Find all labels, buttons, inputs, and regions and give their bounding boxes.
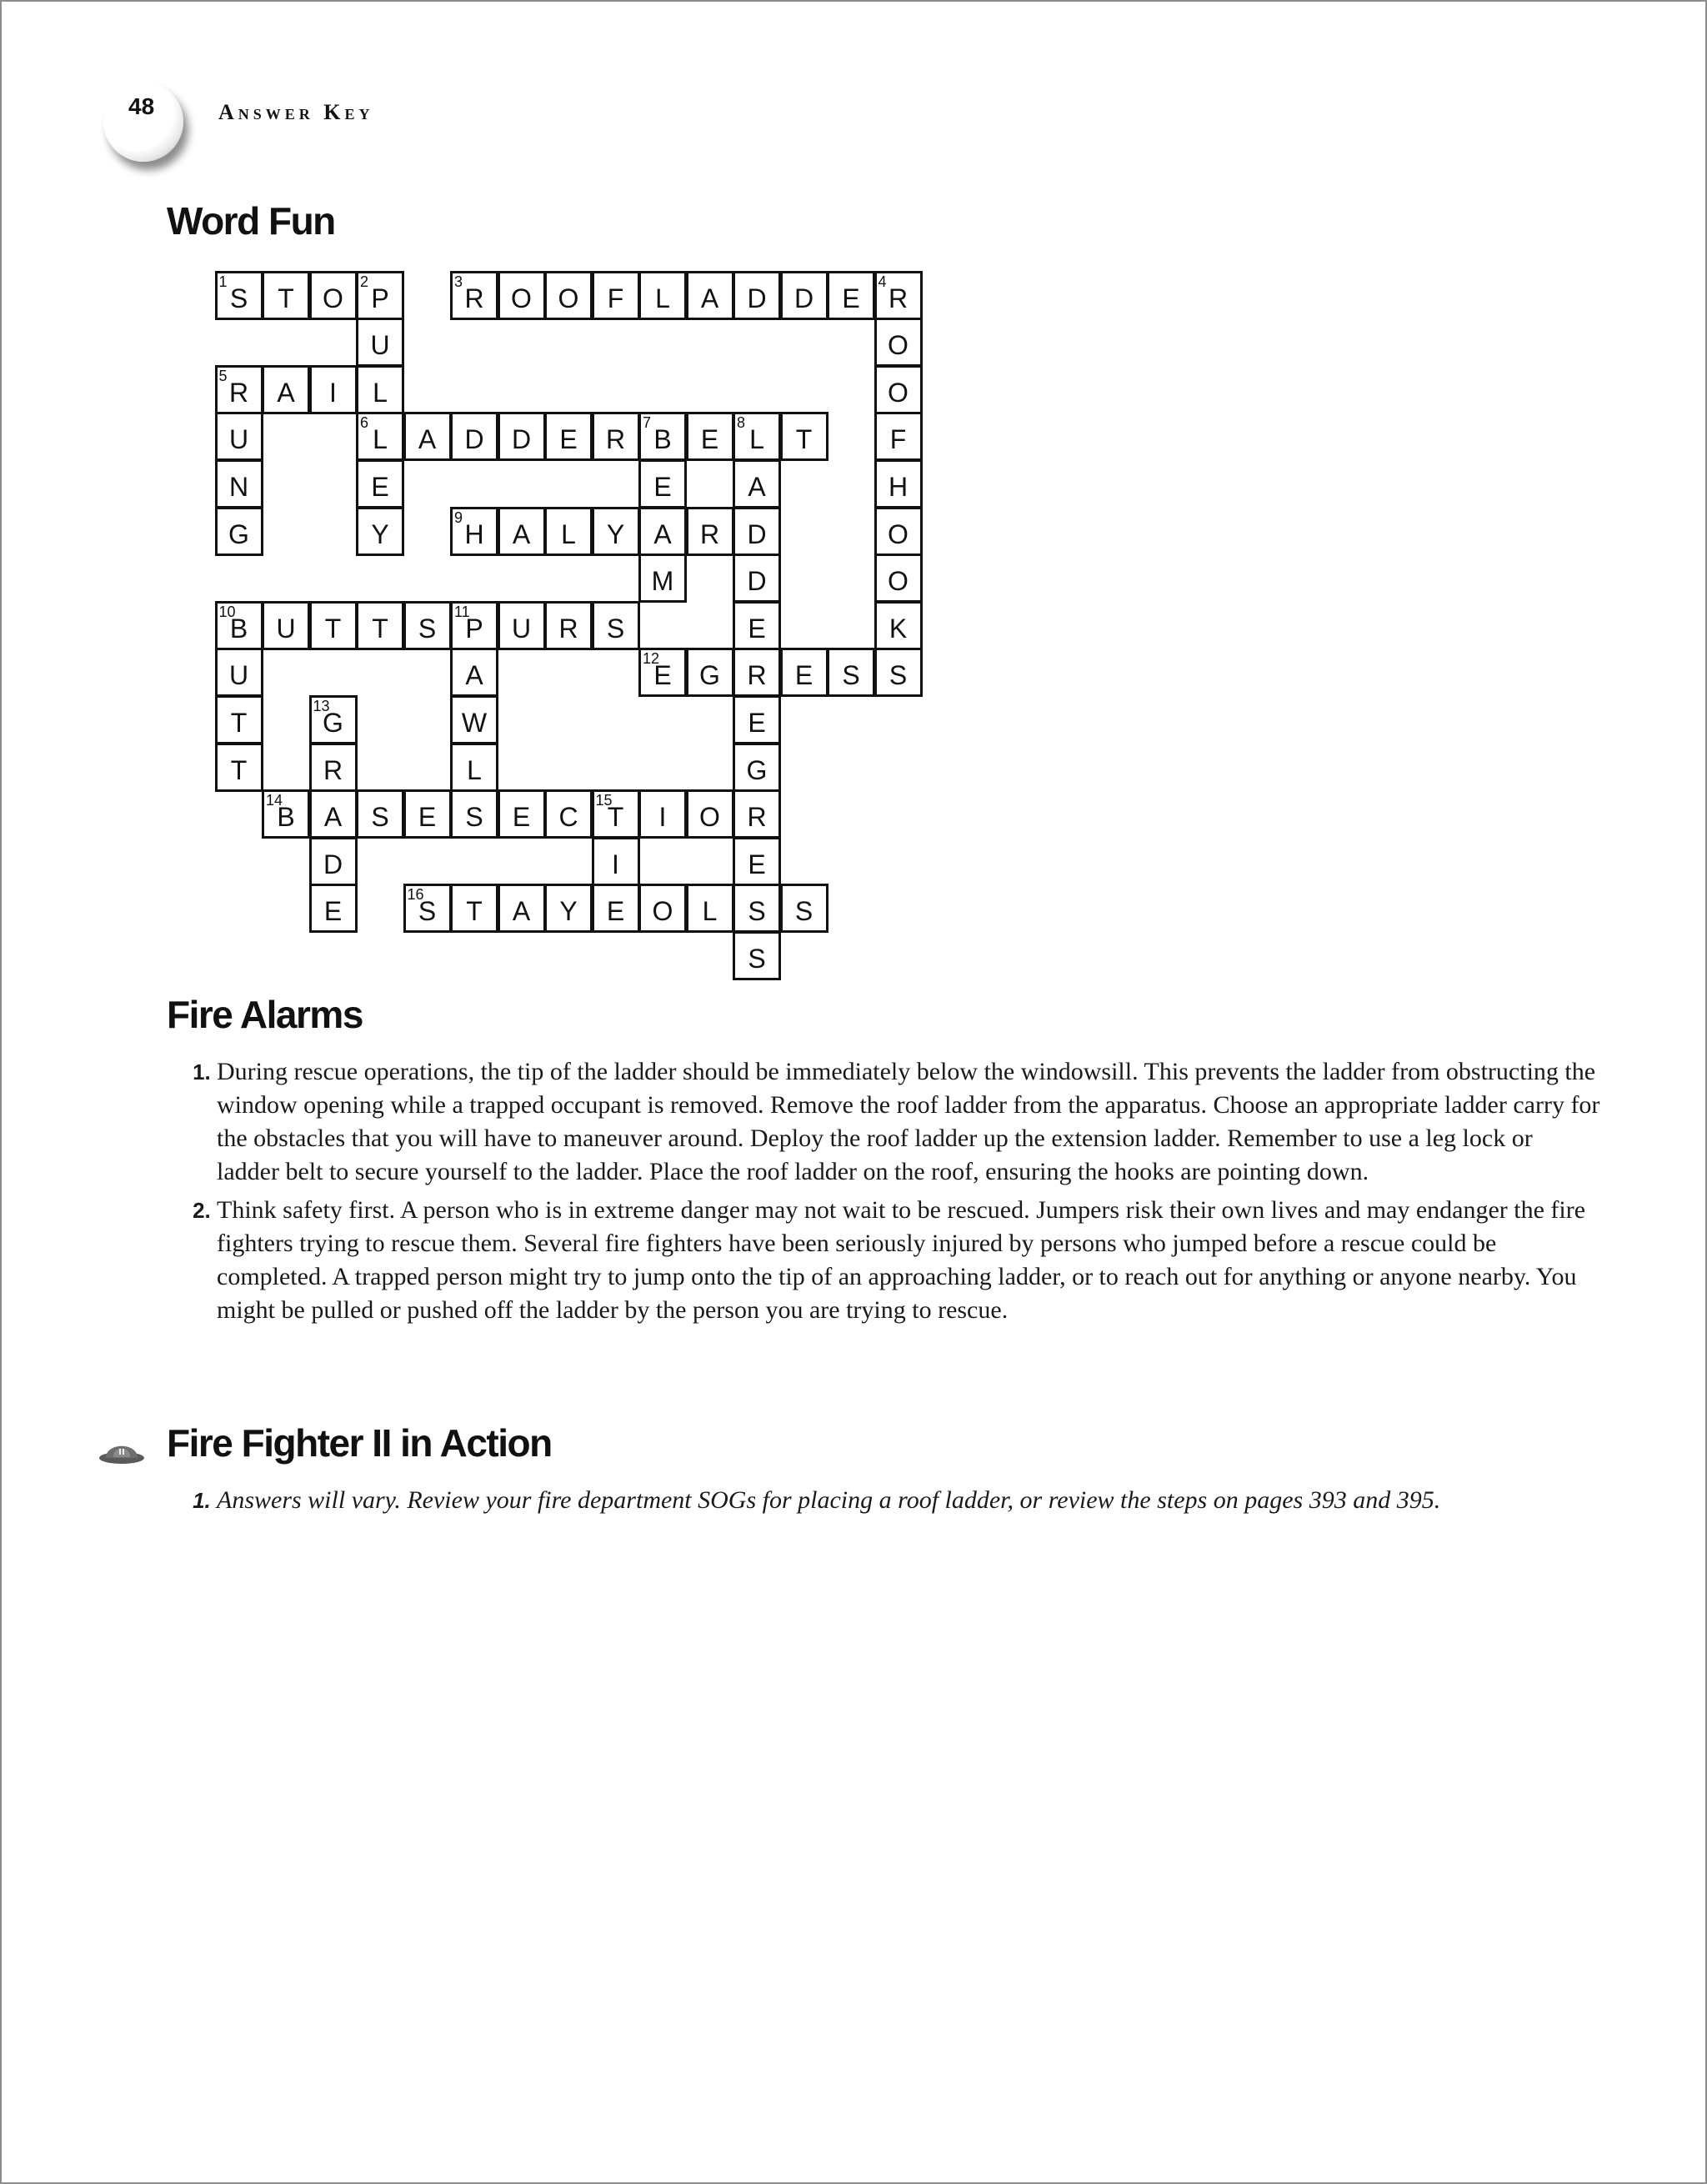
crossword-cell	[733, 601, 781, 650]
crossword-cell	[309, 365, 358, 414]
crossword-cell	[780, 648, 828, 697]
crossword-cell	[874, 601, 923, 650]
crossword-letter: S	[229, 283, 248, 313]
crossword-letter: P	[371, 283, 389, 313]
fire-alarms-answer-2: 2. Think safety first. A person who is in extreme danger may not wait to be rescued. Jumpers risk their own lives and may endanger the fire fighters trying to rescue them. Several fire fighters have been seriously injured by persons who jumped before a rescue could be completed. A trapped person might try to jump onto the tip of an approaching ladder, or to reach out for anything or anyone nearby. You might be pulled or pushed off the ladder by the person you are trying to rescue.	[217, 1194, 1600, 1327]
crossword-letter: A	[512, 896, 531, 927]
crossword-letter: S	[465, 802, 483, 833]
crossword-cell	[592, 884, 640, 933]
crossword-letter: M	[651, 566, 674, 597]
crossword-letter: Y	[371, 518, 389, 549]
crossword-letter: O	[888, 566, 909, 597]
crossword-letter: E	[748, 849, 766, 879]
crossword-cell	[215, 412, 263, 461]
crossword-letter: P	[465, 613, 483, 644]
crossword-clue-number: 5	[218, 367, 228, 384]
crossword-letter: D	[511, 424, 532, 455]
crossword-cell	[733, 412, 781, 461]
crossword-clue-number: 10	[218, 603, 236, 620]
crossword-cell	[544, 271, 593, 320]
crossword-clue-number: 1	[218, 273, 228, 290]
crossword-letter: R	[747, 660, 767, 691]
crossword-cell	[592, 837, 640, 886]
crossword-letter: S	[418, 896, 437, 927]
crossword-letter: I	[612, 849, 619, 879]
crossword-letter: R	[699, 518, 720, 549]
crossword-letter: E	[842, 283, 860, 313]
crossword-cell	[215, 507, 263, 556]
crossword-cell	[827, 271, 875, 320]
crossword-clue-number: 15	[595, 792, 613, 809]
crossword-letter: B	[229, 613, 248, 644]
crossword-cell	[733, 789, 781, 839]
crossword-cell	[638, 789, 687, 839]
crossword-cell	[498, 271, 546, 320]
crossword-cell	[356, 601, 404, 650]
crossword-clue-number: 12	[643, 650, 660, 668]
crossword-letter: G	[228, 518, 249, 549]
crossword-letter: E	[559, 424, 578, 455]
crossword-clue-number: 13	[313, 697, 330, 714]
crossword-cell	[638, 507, 687, 556]
crossword-cell	[733, 554, 781, 603]
crossword-cell	[733, 507, 781, 556]
crossword-letter: E	[606, 896, 625, 927]
crossword-letter: R	[558, 613, 578, 644]
crossword-clue-number: 6	[360, 414, 369, 432]
crossword-letter: A	[418, 424, 437, 455]
crossword-cell	[544, 412, 593, 461]
crossword-cell	[592, 789, 640, 839]
crossword-cell	[215, 271, 263, 320]
crossword-cell	[450, 884, 498, 933]
crossword-cell	[215, 743, 263, 792]
crossword-letter: O	[511, 283, 532, 313]
crossword-cell	[544, 601, 593, 650]
fire-helmet-icon	[98, 1435, 145, 1465]
crossword-cell	[686, 507, 734, 556]
crossword-letter: Y	[559, 896, 578, 927]
crossword-letter: U	[370, 330, 390, 361]
crossword-cell	[874, 507, 923, 556]
crossword-letter: L	[749, 424, 764, 455]
crossword-cell	[874, 365, 923, 414]
crossword-cell	[309, 884, 358, 933]
crossword-letter: I	[658, 802, 667, 833]
crossword-cell	[498, 507, 546, 556]
crossword-cell	[450, 271, 498, 320]
crossword-letter: E	[512, 802, 531, 833]
crossword-letter: D	[323, 849, 343, 879]
crossword-cell	[592, 412, 640, 461]
crossword-letter: S	[606, 613, 625, 644]
crossword-cell	[733, 884, 781, 933]
crossword-letter: O	[699, 802, 720, 833]
crossword-letter: N	[228, 471, 249, 502]
crossword-cell	[356, 365, 404, 414]
fire-fighter-ii-answer-1: 1. Answers will vary. Review your fire department SOGs for placing a roof ladder, or review the steps on pages 393 and 395.	[217, 1484, 1600, 1517]
crossword-letter: R	[228, 377, 249, 408]
crossword-letter: E	[700, 424, 719, 455]
crossword-cell	[356, 271, 404, 320]
crossword-letter: O	[888, 330, 909, 361]
crossword-letter: E	[323, 896, 343, 927]
crossword-letter: L	[702, 896, 718, 927]
crossword-cell	[686, 789, 734, 839]
crossword-cell	[498, 601, 546, 650]
crossword-letter: B	[653, 424, 672, 455]
crossword-letter: R	[464, 283, 484, 313]
crossword-cell	[450, 648, 498, 697]
crossword-cell	[309, 695, 358, 744]
fire-fighter-ii-list	[185, 1484, 1600, 1522]
crossword-cell	[874, 648, 923, 697]
crossword-letter: F	[889, 424, 907, 455]
crossword-letter: A	[465, 660, 483, 691]
crossword-cell	[733, 459, 781, 508]
crossword-letter: A	[323, 802, 343, 833]
crossword-cell	[403, 412, 452, 461]
crossword-letter: T	[466, 896, 483, 927]
crossword-letter: U	[228, 660, 249, 691]
crossword-letter: A	[700, 283, 719, 313]
crossword-cell	[215, 648, 263, 697]
crossword-cell	[686, 884, 734, 933]
crossword-cell	[356, 318, 404, 367]
crossword-letter: C	[558, 802, 578, 833]
crossword-cell	[309, 271, 358, 320]
crossword-letter: O	[888, 377, 909, 408]
crossword-letter: R	[888, 283, 909, 313]
crossword-letter: S	[418, 613, 437, 644]
crossword-letter: R	[605, 424, 626, 455]
crossword-cell	[780, 271, 828, 320]
crossword-letter: A	[748, 471, 766, 502]
crossword-letter: L	[467, 754, 482, 785]
crossword-cell	[450, 507, 498, 556]
crossword-grid	[216, 272, 929, 974]
crossword-cell	[780, 884, 828, 933]
crossword-letter: K	[889, 613, 908, 644]
crossword-cell	[403, 601, 452, 650]
crossword-letter: F	[607, 283, 624, 313]
crossword-cell	[498, 412, 546, 461]
fire-fighter-ii-title: Fire Fighter II in Action	[167, 1421, 552, 1465]
crossword-cell	[309, 743, 358, 792]
crossword-cell	[262, 365, 310, 414]
crossword-cell	[544, 884, 593, 933]
crossword-clue-number: 3	[454, 273, 463, 290]
crossword-clue-number: 4	[878, 273, 887, 290]
crossword-clue-number: 14	[266, 792, 283, 809]
crossword-cell	[309, 789, 358, 839]
crossword-cell	[544, 507, 593, 556]
crossword-letter: L	[373, 377, 388, 408]
crossword-cell	[403, 884, 452, 933]
crossword-cell	[733, 837, 781, 886]
crossword-cell	[638, 412, 687, 461]
crossword-cell	[874, 412, 923, 461]
crossword-cell	[450, 789, 498, 839]
crossword-letter: E	[748, 613, 766, 644]
crossword-clue-number: 16	[407, 886, 424, 904]
crossword-letter: T	[607, 802, 624, 833]
crossword-cell	[827, 648, 875, 697]
crossword-cell	[356, 789, 404, 839]
crossword-letter: L	[655, 283, 670, 313]
crossword-letter: A	[653, 518, 672, 549]
crossword-letter: T	[230, 707, 248, 738]
crossword-cell	[733, 743, 781, 792]
running-head: Answer Key	[218, 100, 374, 124]
crossword-cell	[309, 601, 358, 650]
crossword-cell	[450, 695, 498, 744]
crossword-letter: O	[558, 283, 579, 313]
crossword-letter: S	[748, 943, 766, 974]
crossword-cell	[733, 648, 781, 697]
crossword-letter: E	[418, 802, 437, 833]
crossword-letter: T	[324, 613, 342, 644]
crossword-letter: W	[461, 707, 488, 738]
crossword-letter: S	[889, 660, 908, 691]
crossword-letter: D	[464, 424, 484, 455]
crossword-letter: L	[561, 518, 576, 549]
crossword-letter: H	[464, 518, 484, 549]
crossword-cell	[733, 271, 781, 320]
crossword-letter: D	[747, 283, 767, 313]
crossword-letter: R	[323, 754, 343, 785]
crossword-cell	[356, 412, 404, 461]
crossword-letter: E	[653, 471, 672, 502]
crossword-letter: Y	[606, 518, 625, 549]
crossword-letter: R	[747, 802, 767, 833]
crossword-cell	[592, 271, 640, 320]
crossword-letter: E	[794, 660, 813, 691]
crossword-cell	[356, 507, 404, 556]
crossword-letter: B	[277, 802, 295, 833]
crossword-cell	[638, 459, 687, 508]
crossword-letter: U	[511, 613, 532, 644]
crossword-cell	[356, 459, 404, 508]
crossword-letter: I	[329, 377, 337, 408]
crossword-letter: S	[842, 660, 860, 691]
crossword-cell	[874, 271, 923, 320]
crossword-letter: O	[888, 518, 909, 549]
crossword-cell	[450, 412, 498, 461]
crossword-cell	[215, 695, 263, 744]
fire-alarms-title: Fire Alarms	[167, 993, 363, 1036]
crossword-cell	[215, 601, 263, 650]
word-fun-title: Word Fun	[167, 199, 335, 243]
crossword-clue-number: 9	[454, 508, 463, 526]
crossword-cell	[638, 554, 687, 603]
crossword-letter: A	[512, 518, 531, 549]
crossword-letter: D	[747, 518, 767, 549]
crossword-clue-number: 11	[454, 603, 470, 620]
crossword-cell	[215, 459, 263, 508]
fire-alarms-list	[185, 1055, 1600, 1332]
crossword-letter: E	[748, 707, 766, 738]
crossword-cell	[874, 459, 923, 508]
crossword-letter: A	[277, 377, 295, 408]
crossword-letter: U	[276, 613, 296, 644]
crossword-cell	[733, 931, 781, 980]
page-number: 48	[128, 93, 155, 119]
crossword-letter: G	[699, 660, 720, 691]
crossword-cell	[403, 789, 452, 839]
crossword-cell	[686, 271, 734, 320]
crossword-letter: T	[372, 613, 388, 644]
crossword-cell	[544, 789, 593, 839]
crossword-letter: O	[323, 283, 343, 313]
crossword-cell	[215, 365, 263, 414]
crossword-cell	[686, 648, 734, 697]
crossword-letter: S	[371, 802, 389, 833]
crossword-letter: G	[746, 754, 768, 785]
crossword-cell	[874, 554, 923, 603]
crossword-letter: D	[793, 283, 814, 313]
crossword-letter: S	[794, 896, 813, 927]
fire-alarms-answer-1: 1. During rescue operations, the tip of the ladder should be immediately below the windowsill. This prevents the ladder from obstructing the window opening while a trapped occupant is removed. Remove the roof ladder from the apparatus. Choose an appropriate ladder carry for the obstacles that you will have to maneuver around. Deploy the roof ladder up the extension ladder. Remember to use a leg lock or ladder belt to secure yourself to the ladder. Place the roof ladder on the roof, ensuring the hooks are pointing down.	[217, 1055, 1600, 1189]
crossword-cell	[450, 601, 498, 650]
crossword-cell	[450, 743, 498, 792]
crossword-cell	[498, 884, 546, 933]
crossword-cell	[686, 412, 734, 461]
crossword-letter: T	[278, 283, 294, 313]
crossword-cell	[309, 837, 358, 886]
crossword-cell	[638, 648, 687, 697]
crossword-cell	[592, 507, 640, 556]
crossword-clue-number: 7	[643, 414, 652, 432]
crossword-clue-number: 2	[360, 273, 369, 290]
crossword-cell	[262, 271, 310, 320]
crossword-cell	[780, 412, 828, 461]
crossword-cell	[874, 318, 923, 367]
crossword-letter: H	[888, 471, 909, 502]
crossword-letter: G	[323, 707, 343, 738]
crossword-cell	[262, 601, 310, 650]
crossword-letter: S	[748, 896, 766, 927]
crossword-cell	[638, 884, 687, 933]
crossword-cell	[733, 695, 781, 744]
crossword-cell	[638, 271, 687, 320]
crossword-letter: E	[653, 660, 672, 691]
crossword-letter: U	[228, 424, 249, 455]
crossword-cell	[592, 601, 640, 650]
crossword-letter: D	[747, 566, 767, 597]
crossword-letter: L	[373, 424, 388, 455]
crossword-letter: O	[652, 896, 673, 927]
crossword-cell	[498, 789, 546, 839]
crossword-letter: E	[371, 471, 389, 502]
crossword-cell	[262, 789, 310, 839]
crossword-letter: T	[795, 424, 813, 455]
crossword-letter: T	[230, 754, 248, 785]
crossword-clue-number: 8	[737, 414, 746, 432]
